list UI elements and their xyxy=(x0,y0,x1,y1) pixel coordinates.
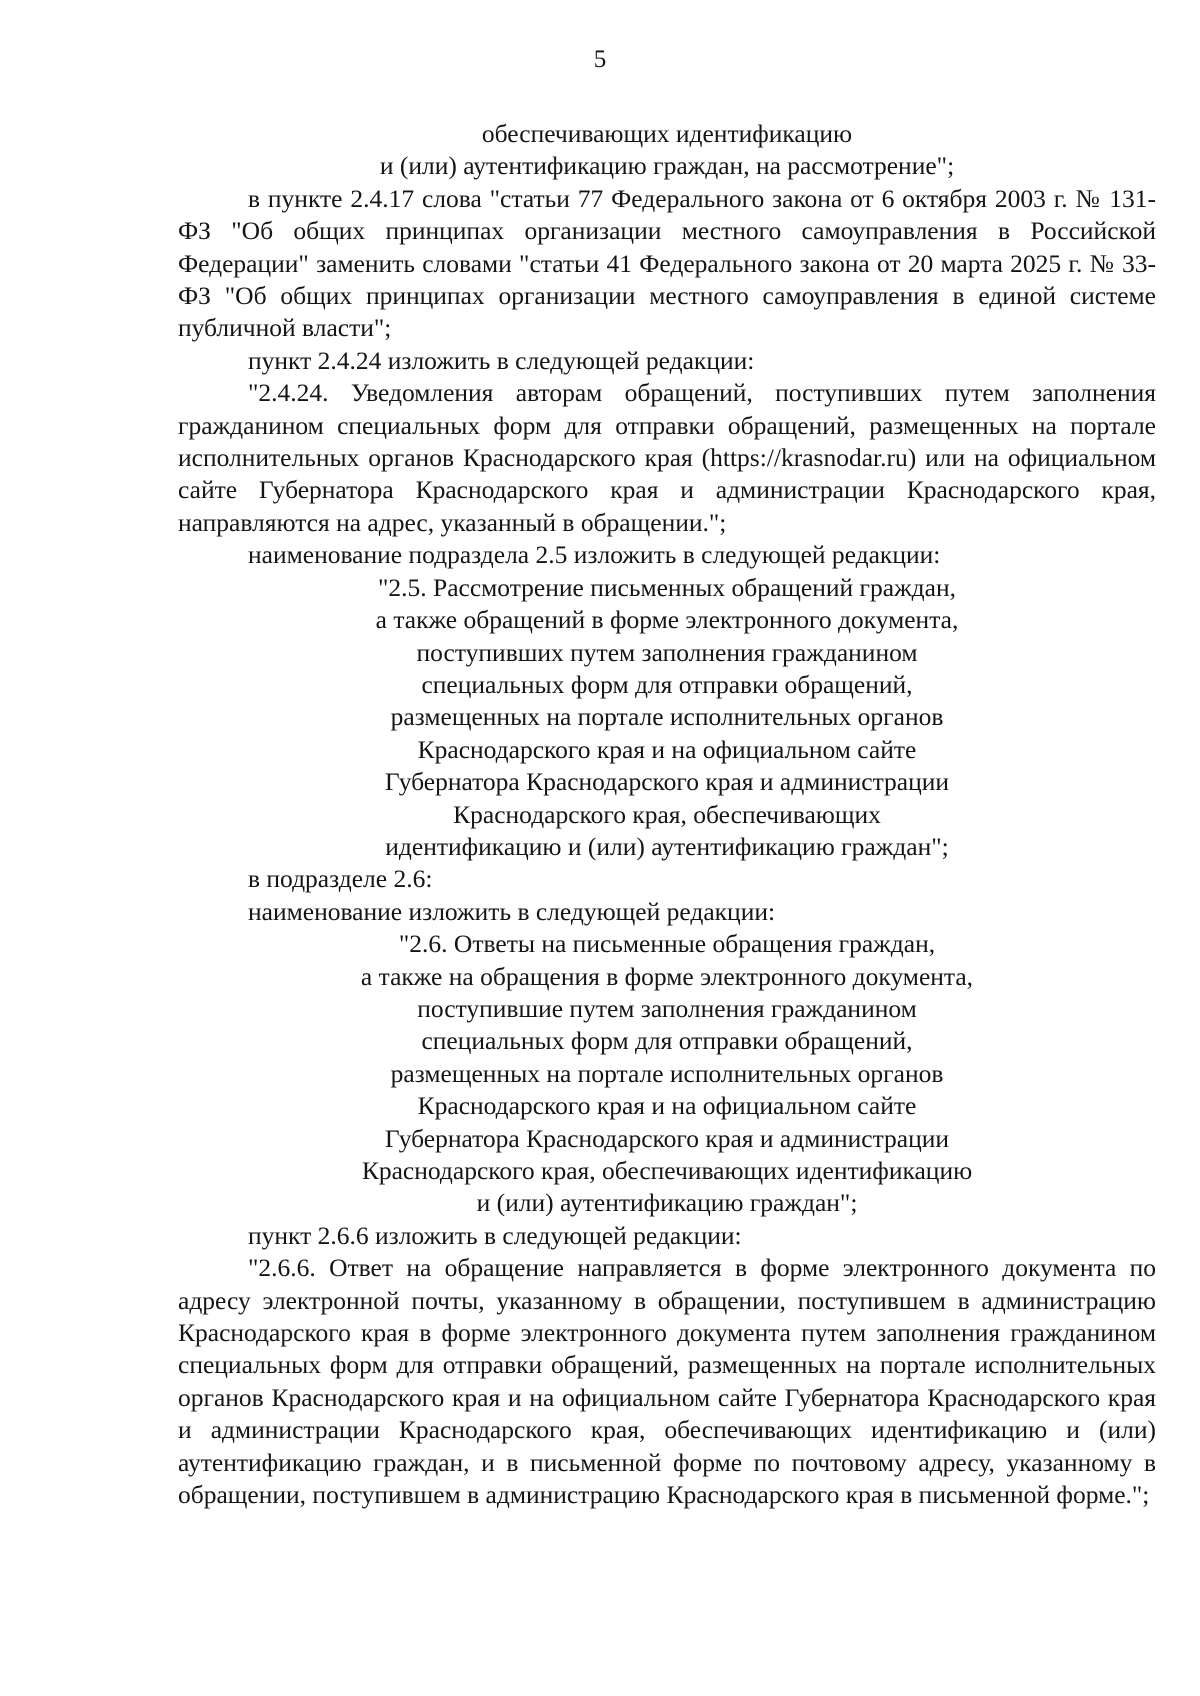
heading-line: "2.5. Рассмотрение письменных обращений граждан, xyxy=(378,572,956,602)
heading-line: размещенных на портале исполнительных органов xyxy=(390,1058,944,1088)
heading-line: поступившие путем заполнения гражданином xyxy=(417,993,917,1023)
heading-line: Краснодарского края, обеспечивающих xyxy=(453,799,881,829)
subsection-2-5-heading xyxy=(178,572,1156,864)
heading-line: Краснодарского края и на официальном сайте xyxy=(417,734,917,764)
heading-line: и (или) аутентификацию граждан"; xyxy=(476,1188,858,1218)
paragraph: пункт 2.6.6 изложить в следующей редакции: xyxy=(248,1220,742,1250)
text-line: обеспечивающих идентификацию xyxy=(481,119,853,148)
heading-line: Краснодарского края и на официальном сайте xyxy=(417,1091,917,1121)
heading-line: Краснодарского края, обеспечивающих идентификацию xyxy=(361,1156,973,1185)
heading-line: Губернатора Краснодарского края и администрации xyxy=(384,1123,950,1153)
paragraph: в пункте 2.4.17 слова "статьи 77 Федерального закона от 6 октября 2003 г. № 131-ФЗ "Об общих принципах организации местного самоуправления в Российской Федерации" заменить словами "статьи 41 Федерального закона от 20 марта 2025 г. № 33-ФЗ "Об общих принципах организации местного самоуправления в единой системе публичной власти"; xyxy=(178,183,1156,343)
heading-line: специальных форм для отправки обращений, xyxy=(421,1026,913,1056)
heading-line: а также обращений в форме электронного документа, xyxy=(375,605,959,635)
page-number: 5 xyxy=(593,46,607,73)
text-line: и (или) аутентификацию граждан, на рассмотрение"; xyxy=(379,151,955,181)
heading-line: "2.6. Ответы на письменные обращения граждан, xyxy=(398,929,936,959)
heading-line: размещенных на портале исполнительных органов xyxy=(390,702,944,732)
paragraph: "2.6.6. Ответ на обращение направляется в форме электронного документа по адресу электронной почты, указанному в обращении, поступившем в администрацию Краснодарского края в форме электронного документа путем заполнения гражданином специальных форм для отправки обращений, размещенных на портале исполнительных органов Краснодарского края и на официальном сайте Губернатора Краснодарского края и администрации Краснодарского края, обеспечивающих идентификацию и (или) аутентификацию граждан, и в письменной форме по почтовому адресу, указанному в обращении, поступившем в администрацию Краснодарского края в письменной форме."; xyxy=(178,1253,1156,1510)
paragraph: наименование изложить в следующей редакции: xyxy=(248,896,776,926)
paragraph: в подразделе 2.6: xyxy=(248,864,433,894)
heading-line: Губернатора Краснодарского края и администрации xyxy=(384,767,950,797)
heading-line: а также на обращения в форме электронного документа, xyxy=(360,961,974,991)
paragraph: пункт 2.4.24 изложить в следующей редакции: xyxy=(248,345,755,375)
paragraph: наименование подраздела 2.5 изложить в следующей редакции: xyxy=(248,540,941,570)
heading-line: специальных форм для отправки обращений, xyxy=(421,669,913,699)
heading-line: поступивших путем заполнения гражданином xyxy=(416,637,918,667)
heading-line: идентификацию и (или) аутентификацию граждан"; xyxy=(385,831,949,861)
paragraph: "2.4.24. Уведомления авторам обращений, поступивших путем заполнения гражданином специальных форм для отправки обращений, размещенных на портале исполнительных органов Краснодарского края (https://krasnodar.ru) или на официальном сайте Губернатора Краснодарского края и администрации Краснодарского края, направляются на адрес, указанный в обращении."; xyxy=(178,378,1156,537)
document-body xyxy=(178,118,1156,1511)
subsection-2-6-heading xyxy=(178,928,1156,1220)
